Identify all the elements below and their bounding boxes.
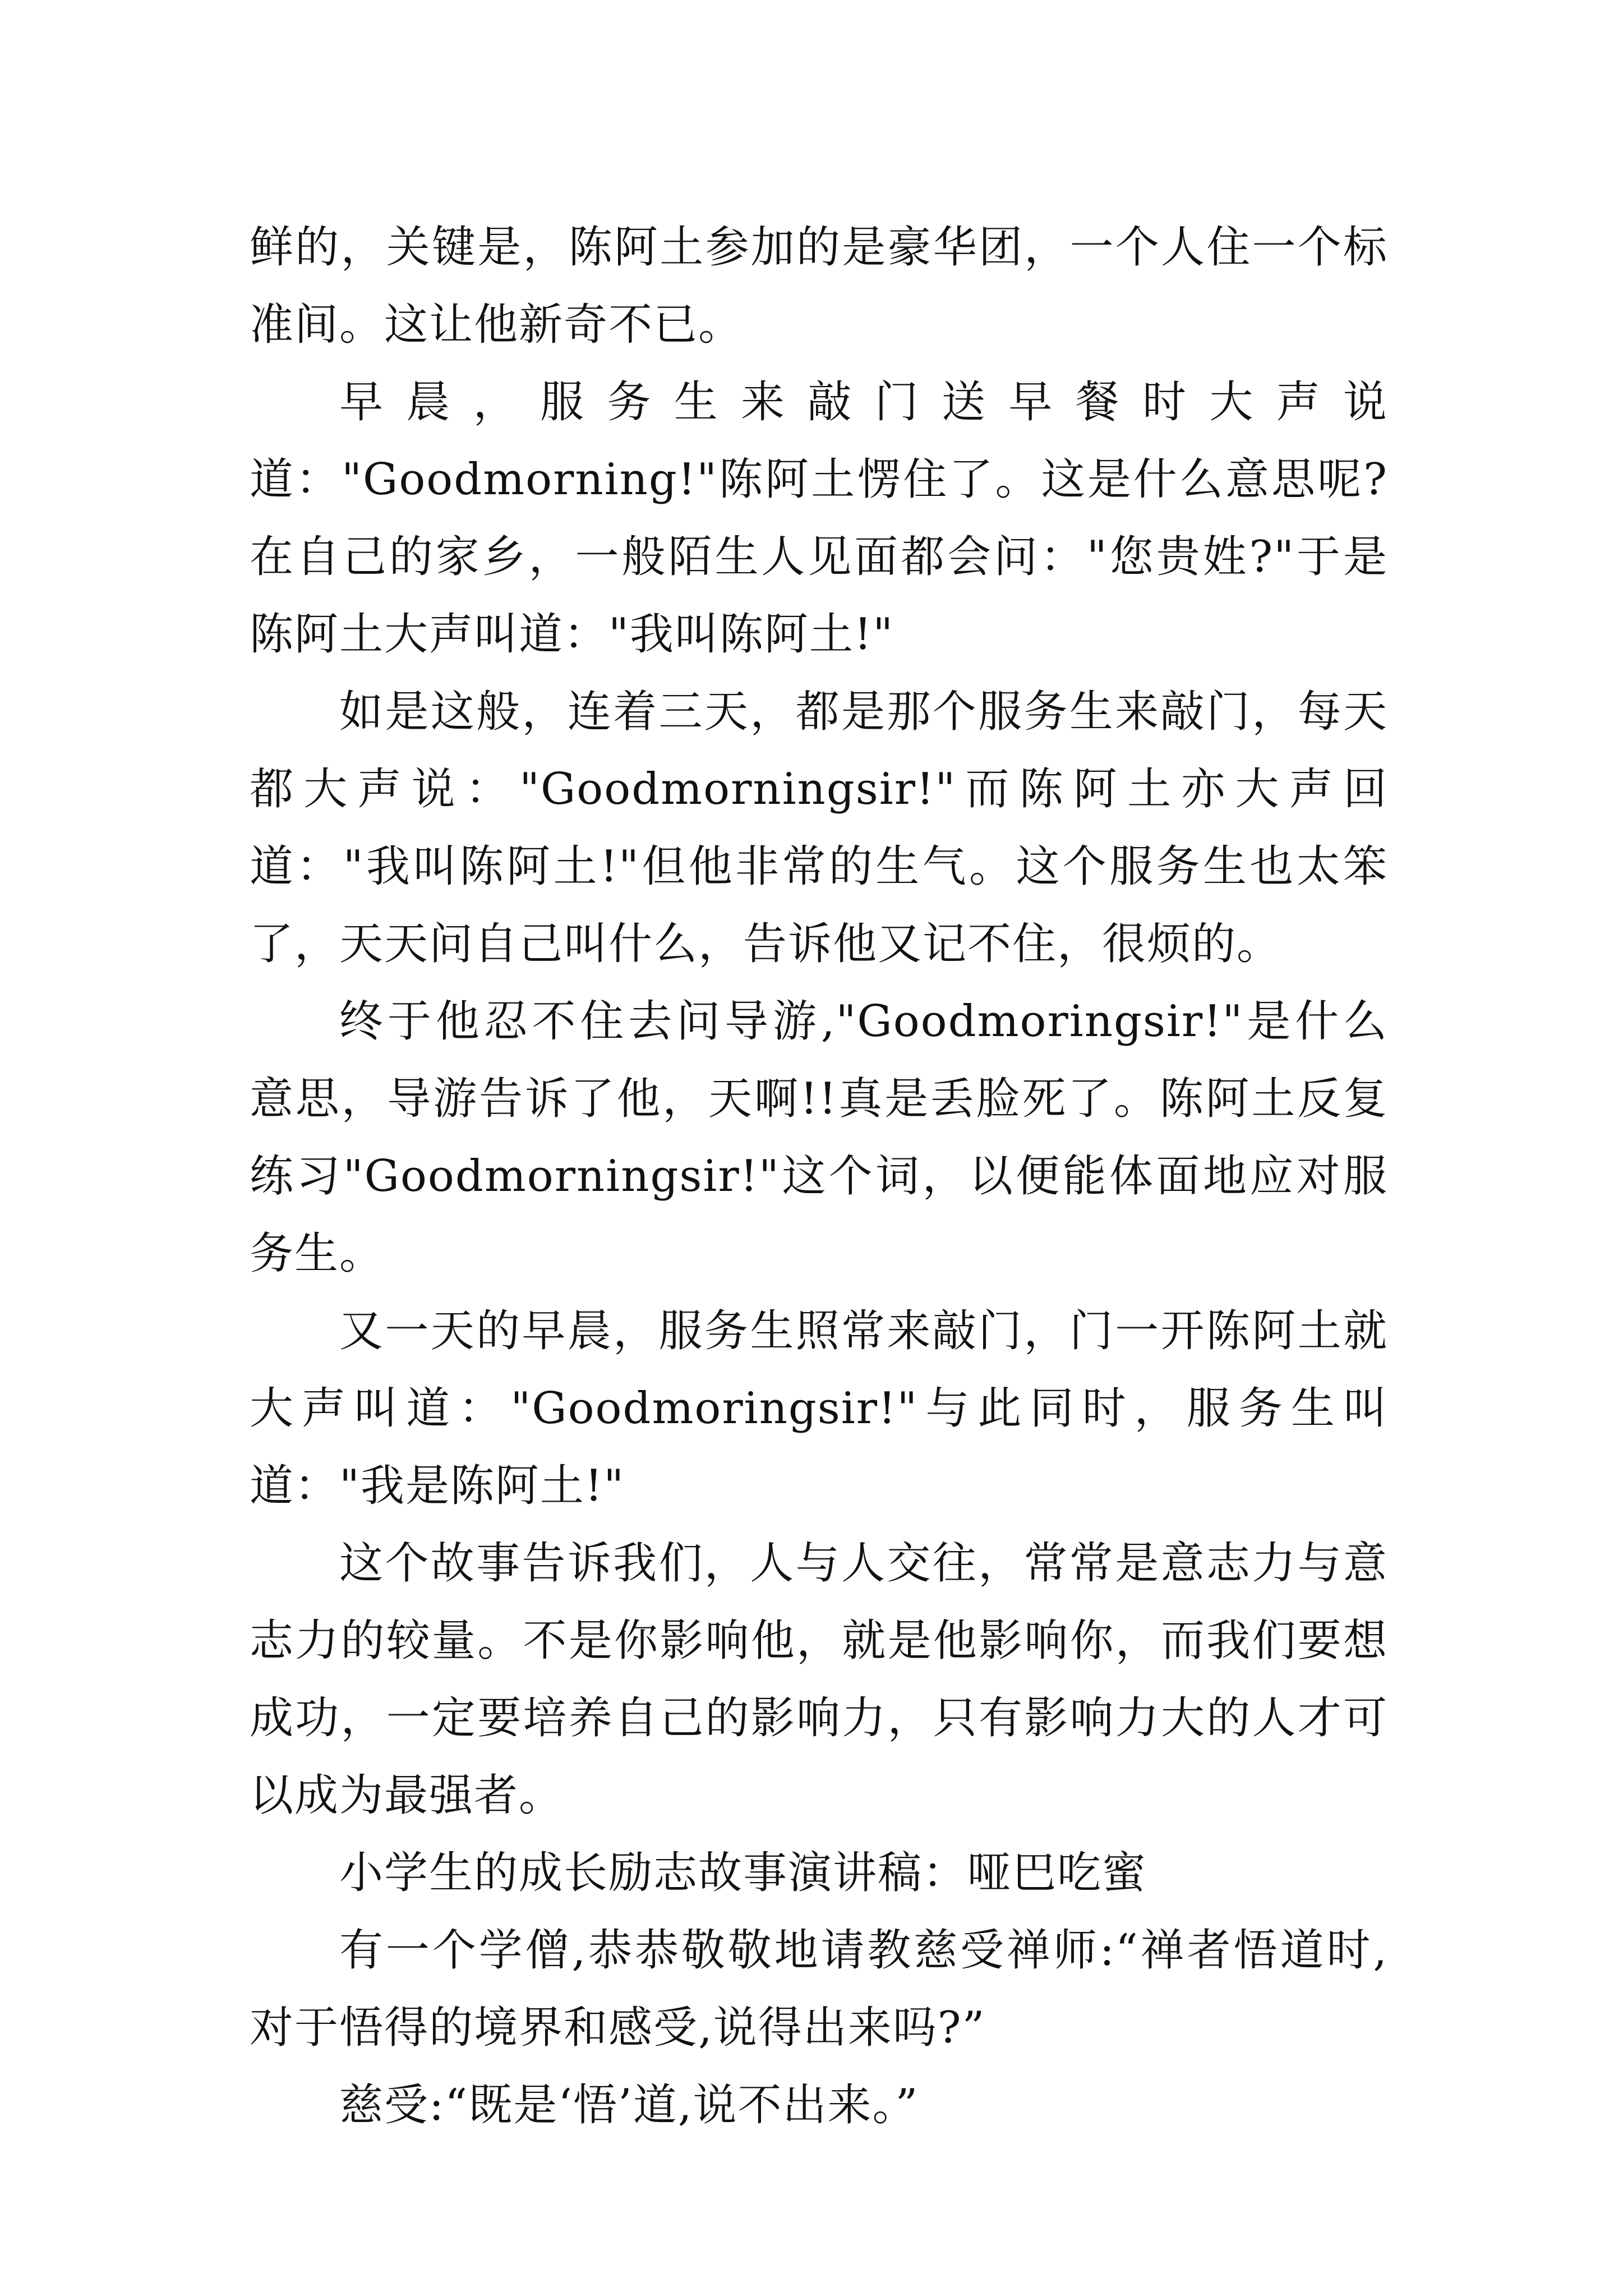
paragraph-4: 终于他忍不住去问导游,"Goodmoringsir!"是什么意思，导游告诉了他，天啊!!真是丢脸死了。陈阿土反复练习"Goodmorningsir!"这个词，以便能体面地应对服务生。 (250, 996, 1388, 1279)
paragraph-9: 慈受:“既是‘悟’道,说不出来。” (339, 2080, 919, 2131)
paragraph-5: 又一天的早晨，服务生照常来敲门，门一开陈阿土就大声叫道："Goodmoringsir!"与此同时，服务生叫道："我是陈阿土!" (250, 1306, 1388, 1511)
paragraph-6: 这个故事告诉我们，人与人交往，常常是意志力与意志力的较量。不是你影响他，就是他影响你，而我们要想成功，一定要培养自己的影响力，只有影响力大的人才可以成为最强者。 (250, 1538, 1388, 1821)
document-body (250, 209, 1388, 2144)
paragraph-3: 如是这般，连着三天，都是那个服务生来敲门，每天都大声说："Goodmorningsir!"而陈阿土亦大声回道："我叫陈阿土!"但他非常的生气。这个服务生也太笨了，天天问自己叫什么，告诉他又记不住，很烦的。 (250, 687, 1388, 969)
paragraph-2: 早晨，服务生来敲门送早餐时大声说道："Goodmorning!"陈阿土愣住了。这是什么意思呢?在自己的家乡，一般陌生人见面都会问："您贵姓?"于是陈阿土大声叫道："我叫陈阿土!" (250, 377, 1388, 660)
paragraph-8: 有一个学僧,恭恭敬敬地请教慈受禅师:“禅者悟道时,对于悟得的境界和感受,说得出来吗?” (250, 1925, 1388, 2053)
paragraph-1: 鲜的，关键是，陈阿土参加的是豪华团，一个人住一个标准间。这让他新奇不已。 (250, 222, 1388, 350)
section-title: 小学生的成长励志故事演讲稿：哑巴吃蜜 (339, 1848, 1147, 1898)
